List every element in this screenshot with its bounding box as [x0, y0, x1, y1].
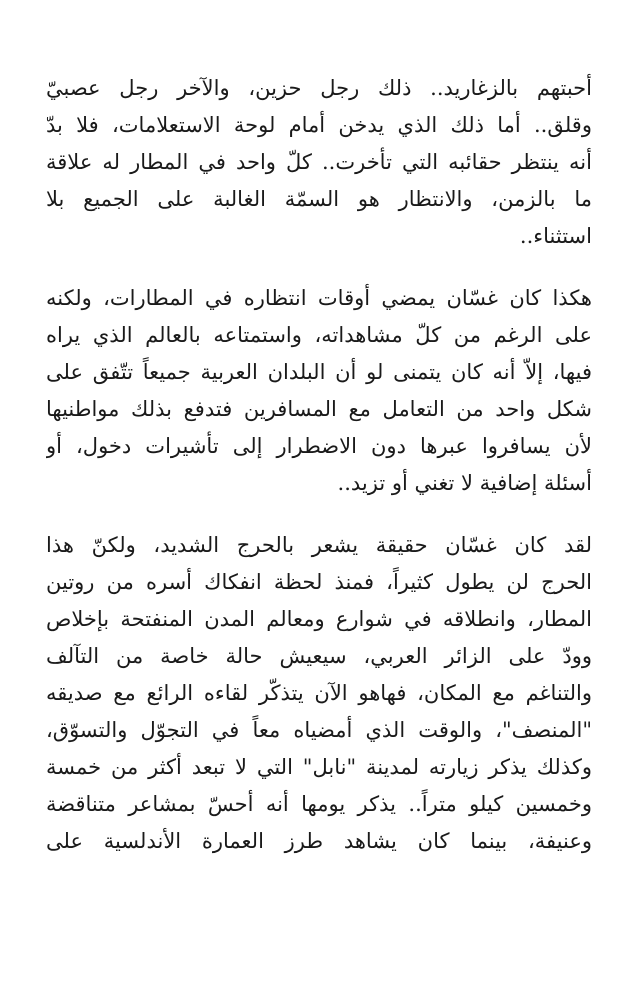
paragraph-spacer: [0, 502, 640, 527]
paragraph-1: [0, 70, 640, 255]
text-line: ما بالزمن، والانتظار هو السمّة الغالبة على الجميع بلا: [46, 187, 592, 211]
text-line: هكذا كان غسّان يمضي أوقات انتظاره في المطارات، ولكنه: [46, 286, 592, 310]
text-line: والتناغم مع المكان، فهاهو الآن يتذكّر لقاءه الرائع مع صديقه: [46, 681, 592, 705]
book-page: [0, 70, 640, 860]
text-line: فيها، إلاّ أنه كان يتمنى لو أن البلدان العربية جميعاً تتّفق على: [46, 360, 592, 384]
text-line: أنه ينتظر حقائبه التي تأخرت.. كلّ واحد في المطار له علاقة: [46, 150, 592, 174]
text-line: الحرج لن يطول كثيراً، فمنذ لحظة انفكاك أسره من روتين: [46, 570, 592, 594]
text-line: شكل واحد من التعامل مع المسافرين فتدفع بذلك مواطنيها: [46, 397, 592, 421]
text-line: وودّ على الزائر العربي، سيعيش حالة خاصة من التآلف: [46, 644, 592, 668]
text-line: "المنصف"، والوقت الذي أمضياه معاً في التجوّل والتسوّق،: [46, 718, 592, 742]
paragraph-spacer: [0, 255, 640, 280]
text-line: المطار، وانطلاقه في شوارع ومعالم المدن المنفتحة بإخلاص: [46, 607, 592, 631]
text-line: أسئلة إضافية لا تغني أو تزيد..: [337, 471, 592, 495]
text-line: لأن يسافروا عبرها دون الاضطرار إلى تأشيرات دخول، أو: [46, 434, 592, 458]
paragraph-3: [0, 527, 640, 860]
text-line: لقد كان غسّان حقيقة يشعر بالحرج الشديد، ولكنّ هذا: [46, 533, 592, 557]
paragraph-2: [0, 280, 640, 502]
text-line: وكذلك يذكر زيارته لمدينة "نابل" التي لا تبعد أكثر من خمسة: [46, 755, 592, 779]
text-line: استثناء..: [519, 224, 592, 248]
text-line: وقلق.. أما ذلك الذي يدخن أمام لوحة الاستعلامات، فلا بدّ: [46, 113, 592, 137]
text-line: أحبتهم بالزغاريد.. ذلك رجل حزين، والآخر رجل عصبيّ: [46, 76, 592, 100]
text-line: على الرغم من كلّ مشاهداته، واستمتاعه بالعالم الذي يراه: [46, 323, 592, 347]
text-line: وعنيفة، بينما كان يشاهد طرز العمارة الأندلسية على: [46, 829, 592, 853]
text-line: وخمسين كيلو متراً.. يذكر يومها أنه أحسّ بمشاعر متناقضة: [46, 792, 592, 816]
